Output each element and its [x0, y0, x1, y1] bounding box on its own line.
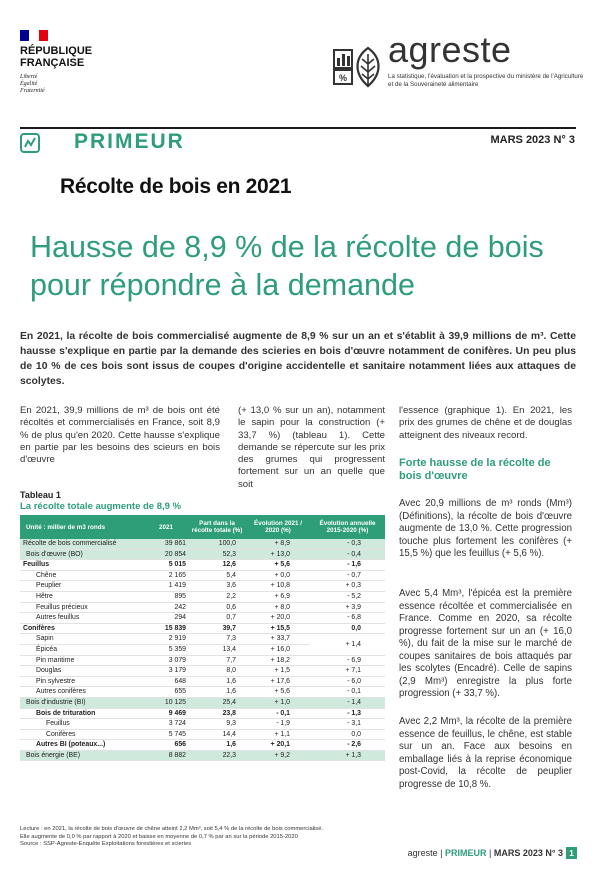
- table-header-row: [20, 515, 385, 539]
- cell-2021: 15 839: [144, 623, 188, 634]
- cell-2021: 3 079: [144, 655, 188, 666]
- cell-part: 25,4: [188, 697, 246, 708]
- row-label: Hêtre: [20, 591, 144, 602]
- cell-part: 8,0: [188, 666, 246, 677]
- row-label: Épicéa: [20, 644, 144, 655]
- french-flag: [20, 30, 48, 41]
- table-row: [20, 623, 385, 634]
- cell-evo-annual: - 5,2: [310, 591, 385, 602]
- cell-evo-annual: - 6,8: [310, 613, 385, 624]
- agreste-leaf-icon: [332, 44, 384, 88]
- cell-evo: - 0,1: [246, 708, 310, 719]
- table-row: [20, 687, 385, 698]
- cell-evo-annual: + 7,1: [310, 666, 385, 677]
- cell-evo-annual: 0,0: [310, 623, 385, 634]
- col-header-part: Part dans la récolte totale (%): [188, 515, 246, 539]
- body-column-2: (+ 13,0 % sur un an), notamment le sapin pour la construction (+ 33,7 %) (tableau 1). Cette demande se répercute sur les prix des grumes qui progressent fortement sur un an quelle que soit: [238, 405, 385, 490]
- cell-part: 3,6: [188, 581, 246, 592]
- cell-2021: 8 882: [144, 750, 188, 761]
- cell-evo-annual: - 1,3: [310, 708, 385, 719]
- republique-francaise-logo: [20, 45, 92, 69]
- cell-evo-annual: - 0,3: [310, 539, 385, 549]
- row-label: Feuillus: [20, 719, 144, 730]
- table-row: [20, 634, 385, 645]
- cell-part: 1,6: [188, 740, 246, 751]
- cell-part: 22,3: [188, 750, 246, 761]
- table-row: [20, 697, 385, 708]
- cell-evo-annual: - 6,9: [310, 655, 385, 666]
- table-row: [20, 666, 385, 677]
- cell-part: 14,4: [188, 729, 246, 740]
- cell-2021: 5 359: [144, 644, 188, 655]
- footer-sep: |: [437, 848, 445, 858]
- harvest-table: [20, 515, 385, 761]
- svg-text:%: %: [338, 73, 348, 83]
- table-row: [20, 591, 385, 602]
- lead-paragraph: En 2021, la récolte de bois commercialisé augmente de 8,9 % sur un an et s'établit à 39,9 millions de m³. Cette hausse s'explique en partie par la demande des scieries en bois d'œuvre notamment de conifères. Un peu plus de 10 % de ces bois sont issus de coupes d'origine accidentelle et sanitaire notamment liées aux attaques de scolytes.: [20, 331, 576, 387]
- document-subject: Récolte de bois en 2021: [60, 175, 292, 198]
- table-row: [20, 655, 385, 666]
- cell-evo-annual: - 0,7: [310, 570, 385, 581]
- cell-2021: 3 179: [144, 666, 188, 677]
- row-label: Bois d'industrie (BI): [20, 697, 144, 708]
- cell-2021: 656: [144, 740, 188, 751]
- table-label: Tableau 1: [20, 490, 61, 500]
- cell-2021: 242: [144, 602, 188, 613]
- cell-2021: 2 919: [144, 634, 188, 645]
- cell-2021: 9 469: [144, 708, 188, 719]
- cell-evo-annual: + 0,3: [310, 581, 385, 592]
- motto-fraternite: Fraternité: [20, 88, 45, 94]
- cell-2021: 1 419: [144, 581, 188, 592]
- table-row: [20, 549, 385, 560]
- agreste-wordmark: agreste: [388, 29, 512, 70]
- cell-evo-annual: + 1,3: [310, 750, 385, 761]
- row-label: Feuillus: [20, 560, 144, 571]
- cell-2021: 655: [144, 687, 188, 698]
- cell-2021: 5 745: [144, 729, 188, 740]
- row-label: Autres conifères: [20, 687, 144, 698]
- cell-part: 13,4: [188, 644, 246, 655]
- table-row: [20, 740, 385, 751]
- cell-evo: + 16,0: [246, 644, 310, 655]
- table-row: [20, 719, 385, 730]
- cell-2021: 20 854: [144, 549, 188, 560]
- table-row: [20, 602, 385, 613]
- row-label: Bois de trituration: [20, 708, 144, 719]
- table-title: La récolte totale augmente de 8,9 %: [20, 501, 182, 512]
- cell-evo: - 1,9: [246, 719, 310, 730]
- table-source: Source : SSP-Agreste-Enquête Exploitations forestières et scieries: [20, 841, 192, 847]
- cell-part: 52,3: [188, 549, 246, 560]
- table-note-2: Elle augmente de 0,0 % par rapport à 2020 et baisse en moyenne de 0,7 % par an sur la période 2015-2020: [20, 833, 298, 840]
- motto-liberte: Liberté: [20, 74, 38, 80]
- cell-evo-annual: - 1,6: [310, 560, 385, 571]
- row-label: Autres BI (poteaux...): [20, 740, 144, 751]
- cell-evo-annual-merged: + 1,4: [310, 634, 385, 655]
- agreste-tagline: La statistique, l'évaluation et la prospective du ministère de l'Agriculture et de la Souveraineté alimentaire: [388, 73, 584, 88]
- cell-part: 1,6: [188, 676, 246, 687]
- cell-part: 0,6: [188, 602, 246, 613]
- cell-part: 1,6: [188, 687, 246, 698]
- cell-2021: 3 724: [144, 719, 188, 730]
- cell-part: 23,8: [188, 708, 246, 719]
- cell-2021: 39 861: [144, 539, 188, 549]
- row-label: Douglas: [20, 666, 144, 677]
- row-label: Sapin: [20, 634, 144, 645]
- cell-part: 7,7: [188, 655, 246, 666]
- headline: Hausse de 8,9 % de la récolte de bois pour répondre à la demande: [30, 230, 544, 302]
- cell-part: 7,3: [188, 634, 246, 645]
- table-row: [20, 570, 385, 581]
- row-label: Conifères: [20, 623, 144, 634]
- cell-evo: + 5,6: [246, 560, 310, 571]
- table-row: [20, 708, 385, 719]
- cell-part: 12,6: [188, 560, 246, 571]
- cell-2021: 5 015: [144, 560, 188, 571]
- cell-part: 9,3: [188, 719, 246, 730]
- cell-part: 2,2: [188, 591, 246, 602]
- row-label: Bois d'œuvre (BO): [20, 549, 144, 560]
- motto-egalite: Égalité: [20, 81, 38, 87]
- section-paragraph-3: Avec 2,2 Mm³, la récolte de la première essence de feuillus, le chêne, est stable sur un an. Face aux besoins en emballage liés à la reprise économique post-Covid, la récolte de peuplier progresse de 10,8 %.: [399, 716, 572, 790]
- cell-evo: + 13,0: [246, 549, 310, 560]
- col-header-2021: 2021: [144, 515, 188, 539]
- cell-2021: 10 125: [144, 697, 188, 708]
- cell-evo: + 9,2: [246, 750, 310, 761]
- table-row: [20, 560, 385, 571]
- cell-evo-annual: - 6,0: [310, 676, 385, 687]
- primeur-trend-icon: [20, 133, 40, 153]
- row-label: Peuplier: [20, 581, 144, 592]
- body-column-1: En 2021, 39,9 millions de m³ de bois ont été récoltés et commercialisés en France, soit 8,9 % de plus qu'en 2020. Cette hausse s'explique en partie par les besoins des scieurs en bois d'œuvre: [20, 405, 220, 466]
- table-row: [20, 539, 385, 549]
- cell-2021: 294: [144, 613, 188, 624]
- cell-2021: 895: [144, 591, 188, 602]
- section-title: Forte hausse de la récolte de bois d'œuvre: [399, 457, 551, 482]
- series-title: PRIMEUR: [74, 130, 185, 153]
- row-label: Feuillus précieux: [20, 602, 144, 613]
- cell-evo: + 1,0: [246, 697, 310, 708]
- cell-part: 5,4: [188, 570, 246, 581]
- row-label: Pin maritime: [20, 655, 144, 666]
- footer: [408, 848, 563, 858]
- cell-evo: + 17,6: [246, 676, 310, 687]
- footer-series: PRIMEUR: [445, 848, 487, 858]
- cell-evo-annual: - 0,4: [310, 549, 385, 560]
- table-row: [20, 676, 385, 687]
- cell-evo: + 1,5: [246, 666, 310, 677]
- cell-2021: 648: [144, 676, 188, 687]
- cell-evo: + 15,5: [246, 623, 310, 634]
- table-row: [20, 729, 385, 740]
- cell-evo: + 8,9: [246, 539, 310, 549]
- cell-evo: + 0,0: [246, 570, 310, 581]
- col-header-evo-annual: Évolution annuelle 2015-2020 (%): [310, 515, 385, 539]
- row-label: Conifères: [20, 729, 144, 740]
- cell-evo: + 6,9: [246, 591, 310, 602]
- row-label: Pin sylvestre: [20, 676, 144, 687]
- col-header-unit: Unité : millier de m3 ronds: [20, 515, 144, 539]
- section-paragraph-1: Avec 20,9 millions de m³ ronds (Mm³) (Définitions), la récolte de bois d'œuvre augmente de 13,0 %. Cette progression touche plus fortement les conifères (+ 15,5 %) que les feuillus (+ 5,6 %).: [399, 498, 572, 559]
- table-row: [20, 750, 385, 761]
- cell-evo-annual: + 3,9: [310, 602, 385, 613]
- footer-issue: MARS 2023 N° 3: [493, 848, 563, 858]
- cell-evo-annual: - 2,6: [310, 740, 385, 751]
- cell-evo: + 18,2: [246, 655, 310, 666]
- motto: [20, 74, 45, 95]
- footer-sep-2: |: [486, 848, 494, 858]
- cell-evo: + 5,6: [246, 687, 310, 698]
- row-label: Chêne: [20, 570, 144, 581]
- cell-part: 0,7: [188, 613, 246, 624]
- header-rule: [20, 127, 576, 129]
- republique-line2: FRANÇAISE: [20, 57, 85, 69]
- cell-part: 100,0: [188, 539, 246, 549]
- cell-part: 39,7: [188, 623, 246, 634]
- cell-2021: 2 165: [144, 570, 188, 581]
- footer-brand: agreste: [407, 848, 438, 858]
- cell-evo-annual: - 3,1: [310, 719, 385, 730]
- table-row: [20, 613, 385, 624]
- table-row: [20, 581, 385, 592]
- body-column-3: l'essence (graphique 1). En 2021, les prix des grumes de chêne et de douglas atteignent des niveaux record.: [399, 405, 572, 441]
- cell-evo: + 8,0: [246, 602, 310, 613]
- cell-evo: + 10,8: [246, 581, 310, 592]
- cell-evo-annual: 0,0: [310, 729, 385, 740]
- cell-evo: + 1,1: [246, 729, 310, 740]
- row-label: Autres feuillus: [20, 613, 144, 624]
- row-label: Bois énergie (BE): [20, 750, 144, 761]
- page-number: 1: [566, 847, 577, 859]
- cell-evo: + 33,7: [246, 634, 310, 645]
- table-notes: [20, 826, 385, 849]
- cell-evo-annual: - 1,4: [310, 697, 385, 708]
- issue-number: MARS 2023 N° 3: [490, 134, 575, 146]
- republique-line1: RÉPUBLIQUE: [20, 45, 93, 57]
- table-note-1: Lecture : en 2021, la récolte de bois d'œuvre de chêne atteint 2,2 Mm³, soit 5,4 % de la récolte de bois commercialisé.: [20, 826, 324, 832]
- cell-evo: + 20,1: [246, 740, 310, 751]
- section-paragraph-2: Avec 5,4 Mm³, l'épicéa est la première essence récoltée et commercialisée en France. Comme en 2020, sa récolte progresse fortement sur un an (+ 16,0 %), du fait de la mise sur le marché de coupes sanitaires de bois attaqués par les scolytes (Encadré). Celle de sapins (2,9 Mm³) enregistre la plus forte progression (+ 33,7 %).: [399, 588, 572, 699]
- cell-evo: + 20,0: [246, 613, 310, 624]
- col-header-evo: Évolution 2021 / 2020 (%): [246, 515, 310, 539]
- cell-evo-annual: - 0,1: [310, 687, 385, 698]
- row-label: Récolte de bois commercialisé: [20, 539, 144, 549]
